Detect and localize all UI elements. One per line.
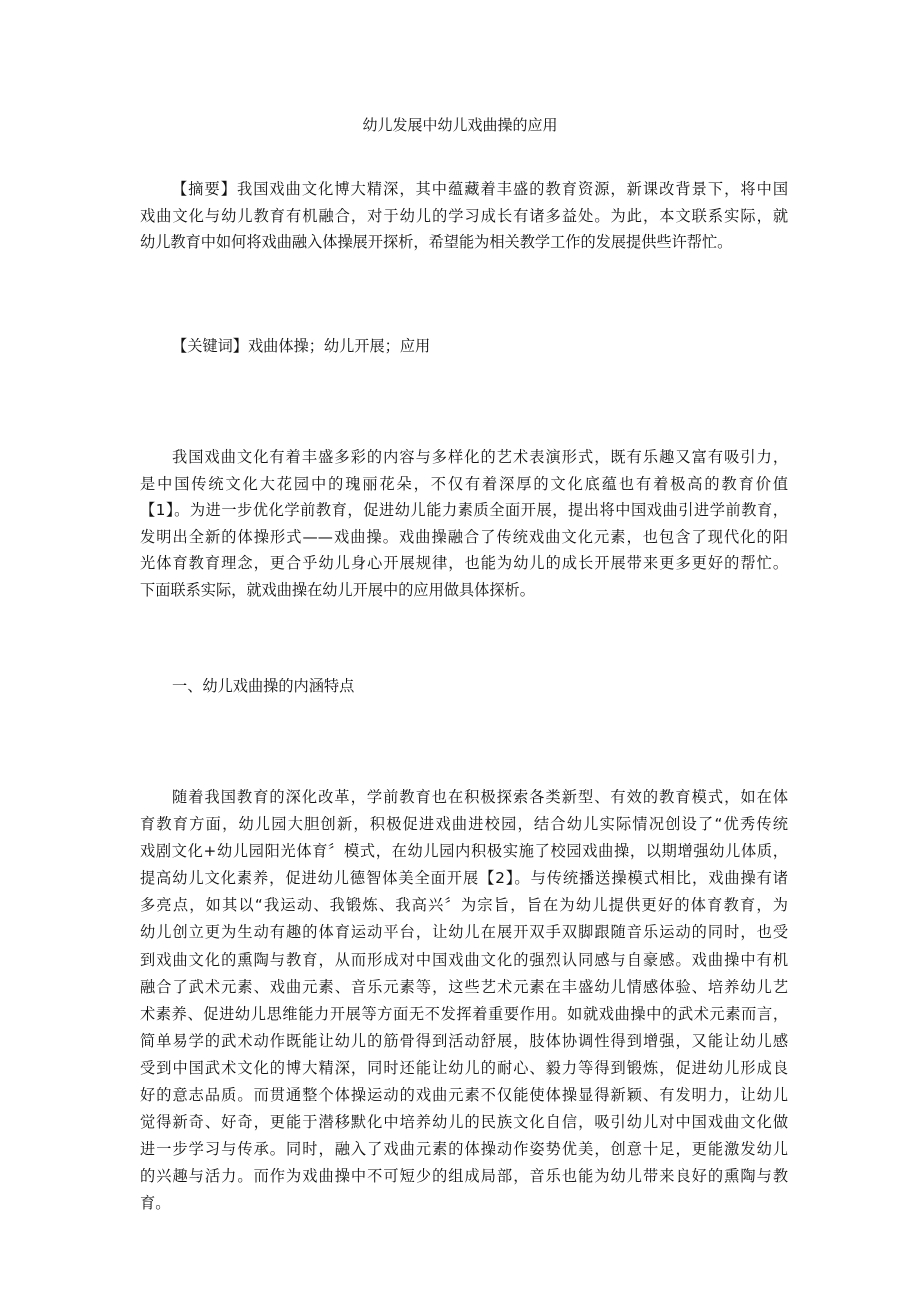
intro-line: 我国戏曲文化有着丰盛多彩的内容与多样化的艺术表演形式，既有乐趣又富有吸引力， <box>172 448 788 466</box>
section-heading <box>140 673 788 700</box>
body-line: 受到中国武术文化的博大精深，同时还能让幼儿的耐心、毅力等得到锻炼，促进幼儿形成良 <box>140 1058 788 1077</box>
body-line: 融合了武术元素、戏曲元素、音乐元素等，这些艺术元素在丰盛幼儿情感体验、培养幼儿艺 <box>140 977 788 996</box>
body-line: 戏剧文化+幼儿园阳光体育〞模式，在幼儿园内积极实施了校园戏曲操，以期增强幼儿体质， <box>140 842 788 861</box>
abstract-paragraph <box>140 176 788 256</box>
body-line: 育教育方面，幼儿园大胆创新，积极促进戏曲进校园，结合幼儿实际情况创设了“优秀传统 <box>140 815 788 834</box>
body-line: 幼儿创立更为生动有趣的体育运动平台，让幼儿在展开双手双脚跟随音乐运动的同时，也受 <box>140 923 788 942</box>
body-line: 的兴趣与活力。而作为戏曲操中不可短少的组成局部，音乐也能为幼儿带来良好的熏陶与教 <box>140 1167 788 1186</box>
body-line: 简单易学的武术动作既能让幼儿的筋骨得到活动舒展，肢体协调性得到增强，又能让幼儿感 <box>140 1031 788 1050</box>
abstract-line: 戏曲文化与幼儿教育有机融合，对于幼儿的学习成长有诸多益处。为此，本文联系实际，就 <box>140 206 788 225</box>
section1-paragraph <box>140 784 788 1218</box>
body-line: 育。 <box>140 1194 171 1213</box>
body-line: 多亮点，如其以“我运动、我锻炼、我高兴〞为宗旨，旨在为幼儿提供更好的体育教育，为 <box>140 896 788 915</box>
body-line: 觉得新奇、好奇，更能于潜移默化中培养幼儿的民族文化自信，吸引幼儿对中国戏曲文化做 <box>140 1113 788 1132</box>
body-line: 进一步学习与传承。同时，融入了戏曲元素的体操动作姿势优美，创意十足，更能激发幼儿 <box>140 1140 788 1159</box>
abstract-line: 【摘要】我国戏曲文化博大精深，其中蕴藏着丰盛的教育资源，新课改背景下，将中国 <box>172 180 788 198</box>
intro-line: 光体育教育理念，更合乎幼儿身心开展规律，也能为幼儿的成长开展带来更多更好的帮忙。 <box>140 554 788 573</box>
body-line: 术素养、促进幼儿思维能力开展等方面无不发挥着重要作用。如就戏曲操中的武术元素而言， <box>140 1004 788 1023</box>
keywords-paragraph <box>140 333 788 360</box>
body-line: 提高幼儿文化素养，促进幼儿德智体美全面开展【2】。与传统播送操模式相比，戏曲操有诸 <box>140 869 788 888</box>
intro-line: 是中国传统文化大花园中的瑰丽花朵，不仅有着深厚的文化底蕴也有着极高的教育价值 <box>140 474 788 493</box>
body-line: 好的意志品质。而贯通整个体操运动的戏曲元素不仅能使体操显得新颖、有发明力，让幼儿 <box>140 1086 788 1105</box>
intro-line: 【1】。为进一步优化学前教育，促进幼儿能力素质全面开展，提出将中国戏曲引进学前教育， <box>140 501 788 520</box>
intro-paragraph <box>140 444 788 604</box>
body-line: 随着我国教育的深化改革，学前教育也在积极探索各类新型、有效的教育模式，如在体 <box>172 788 788 806</box>
keywords: 【关键词】戏曲体操；幼儿开展；应用 <box>172 337 431 355</box>
intro-line: 下面联系实际，就戏曲操在幼儿开展中的应用做具体探析。 <box>140 580 535 599</box>
body-line: 到戏曲文化的熏陶与教育，从而形成对中国戏曲文化的强烈认同感与自豪感。戏曲操中有机 <box>140 950 788 969</box>
abstract-line: 幼儿教育中如何将戏曲融入体操展开探析，希望能为相关教学工作的发展提供些许帮忙。 <box>140 233 733 252</box>
intro-line: 发明出全新的体操形式——戏曲操。戏曲操融合了传统戏曲文化元素，也包含了现代化的阳 <box>140 527 788 546</box>
section1-heading: 一、幼儿戏曲操的内涵特点 <box>172 677 355 695</box>
document-title: 幼儿发展中幼儿戏曲操的应用 <box>362 116 558 134</box>
